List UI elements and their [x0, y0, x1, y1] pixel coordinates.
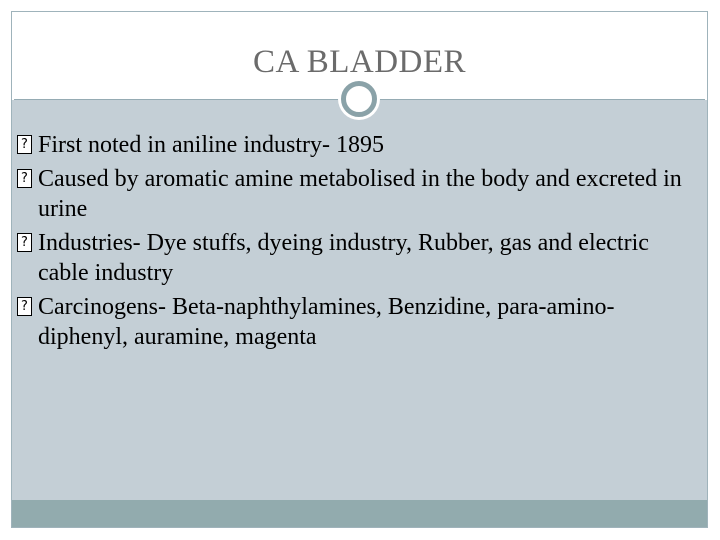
- bullet-item: [17, 164, 697, 224]
- bullet-text: Carcinogens- Beta-naphthylamines, Benzidine, para-amino-diphenyl, auramine, magenta: [38, 294, 615, 350]
- missing-glyph-bullet-icon: ?: [17, 297, 32, 316]
- circle-ornament-icon: [341, 81, 377, 117]
- bullet-item: [17, 130, 697, 160]
- missing-glyph-bullet-icon: ?: [17, 169, 32, 188]
- bullet-text: First noted in aniline industry- 1895: [38, 132, 384, 158]
- bullet-text: Caused by aromatic amine metabolised in the body and excreted in urine: [38, 166, 682, 222]
- bullet-text: Industries- Dye stuffs, dyeing industry, Rubber, gas and electric cable industry: [38, 230, 649, 286]
- bottom-bar: [12, 500, 707, 527]
- slide-frame: [11, 11, 708, 528]
- missing-glyph-bullet-icon: ?: [17, 233, 32, 252]
- bullet-item: [17, 228, 697, 288]
- bullet-list: [17, 130, 697, 356]
- missing-glyph-bullet-icon: ?: [17, 135, 32, 154]
- bullet-item: [17, 292, 697, 352]
- slide-title: CA BLADDER: [252, 44, 467, 80]
